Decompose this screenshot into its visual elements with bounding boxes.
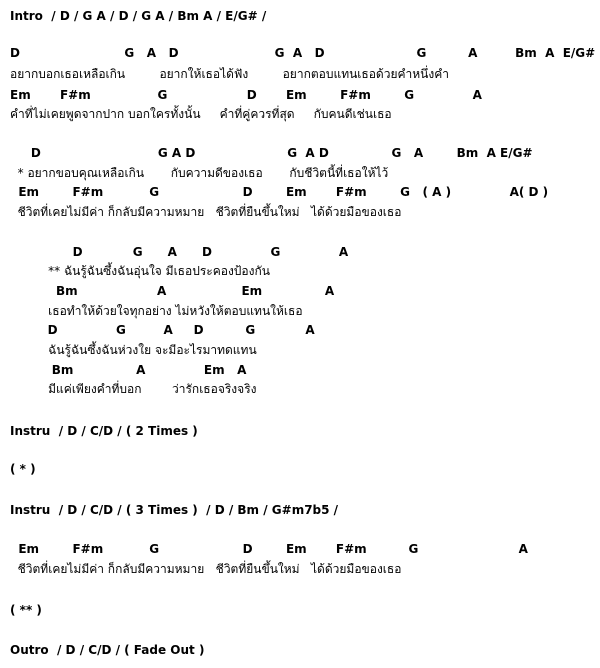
lyric-line-3: * อยากขอบคุณเหลือเกิน กับความดีของเธอ กับชีวิตนี้ที่เธอให้ไว้	[10, 166, 389, 180]
outro-line: Outro / D / C/D / ( Fade Out )	[10, 643, 205, 657]
lyric-line-5: ** ฉันรู้ฉันซึ้งฉันอุ่นใจ มีเธอประคองป้องกัน	[10, 264, 270, 278]
intro-line: Intro / D / G A / D / G A / Bm A / E/G# /	[10, 9, 267, 23]
chord-line-9: Em F#m G D Em F#m G A	[10, 542, 528, 556]
lyric-line-8: มีแค่เพียงคำที่บอก ว่ารักเธอจริงจริง	[10, 382, 257, 396]
chord-line-5: D G A D G A	[10, 245, 349, 259]
lyric-line-9: ชีวิตที่เคยไม่มีค่า ก็กลับมีความหมาย ชีวิตที่ยืนขึ้นใหม่ ได้ด้วยมือของเธอ	[10, 562, 402, 576]
instru-line-1: Instru / D / C/D / ( 2 Times )	[10, 424, 198, 438]
instru-line-2: Instru / D / C/D / ( 3 Times ) / D / Bm / G#m7b5 /	[10, 503, 339, 517]
repeat-marker-star: ( * )	[10, 462, 36, 476]
chord-line-1: D G A D G A D G A Bm A E/G#	[10, 46, 596, 60]
chord-line-6: Bm A Em A	[10, 284, 335, 298]
lyric-line-7: ฉันรู้ฉันซึ้งฉันห่วงใย จะมีอะไรมาทดแทน	[10, 343, 257, 357]
lyric-line-6: เธอทำให้ด้วยใจทุกอย่าง ไม่หวังให้ตอบแทนให้เธอ	[10, 304, 303, 318]
chord-line-3: D G A D G A D G A Bm A E/G#	[10, 146, 533, 160]
lyric-line-2: คำที่ไม่เคยพูดจากปาก บอกใครทั้งนั้น คำที่คู่ควรที่สุด กับคนดีเช่นเธอ	[10, 107, 392, 121]
chord-line-2: Em F#m G D Em F#m G A	[10, 88, 482, 102]
chord-line-8: Bm A Em A	[10, 363, 247, 377]
lyric-line-1: อยากบอกเธอเหลือเกิน อยากให้เธอได้ฟัง อยากตอบแทนเธอด้วยคำหนึ่งคำ	[10, 67, 450, 81]
chord-line-4: Em F#m G D Em F#m G ( A ) A( D )	[10, 185, 549, 199]
chord-line-7: D G A D G A	[10, 323, 315, 337]
lyric-line-4: ชีวิตที่เคยไม่มีค่า ก็กลับมีความหมาย ชีวิตที่ยืนขึ้นใหม่ ได้ด้วยมือของเธอ	[10, 205, 402, 219]
repeat-marker-doublestar: ( ** )	[10, 603, 42, 617]
